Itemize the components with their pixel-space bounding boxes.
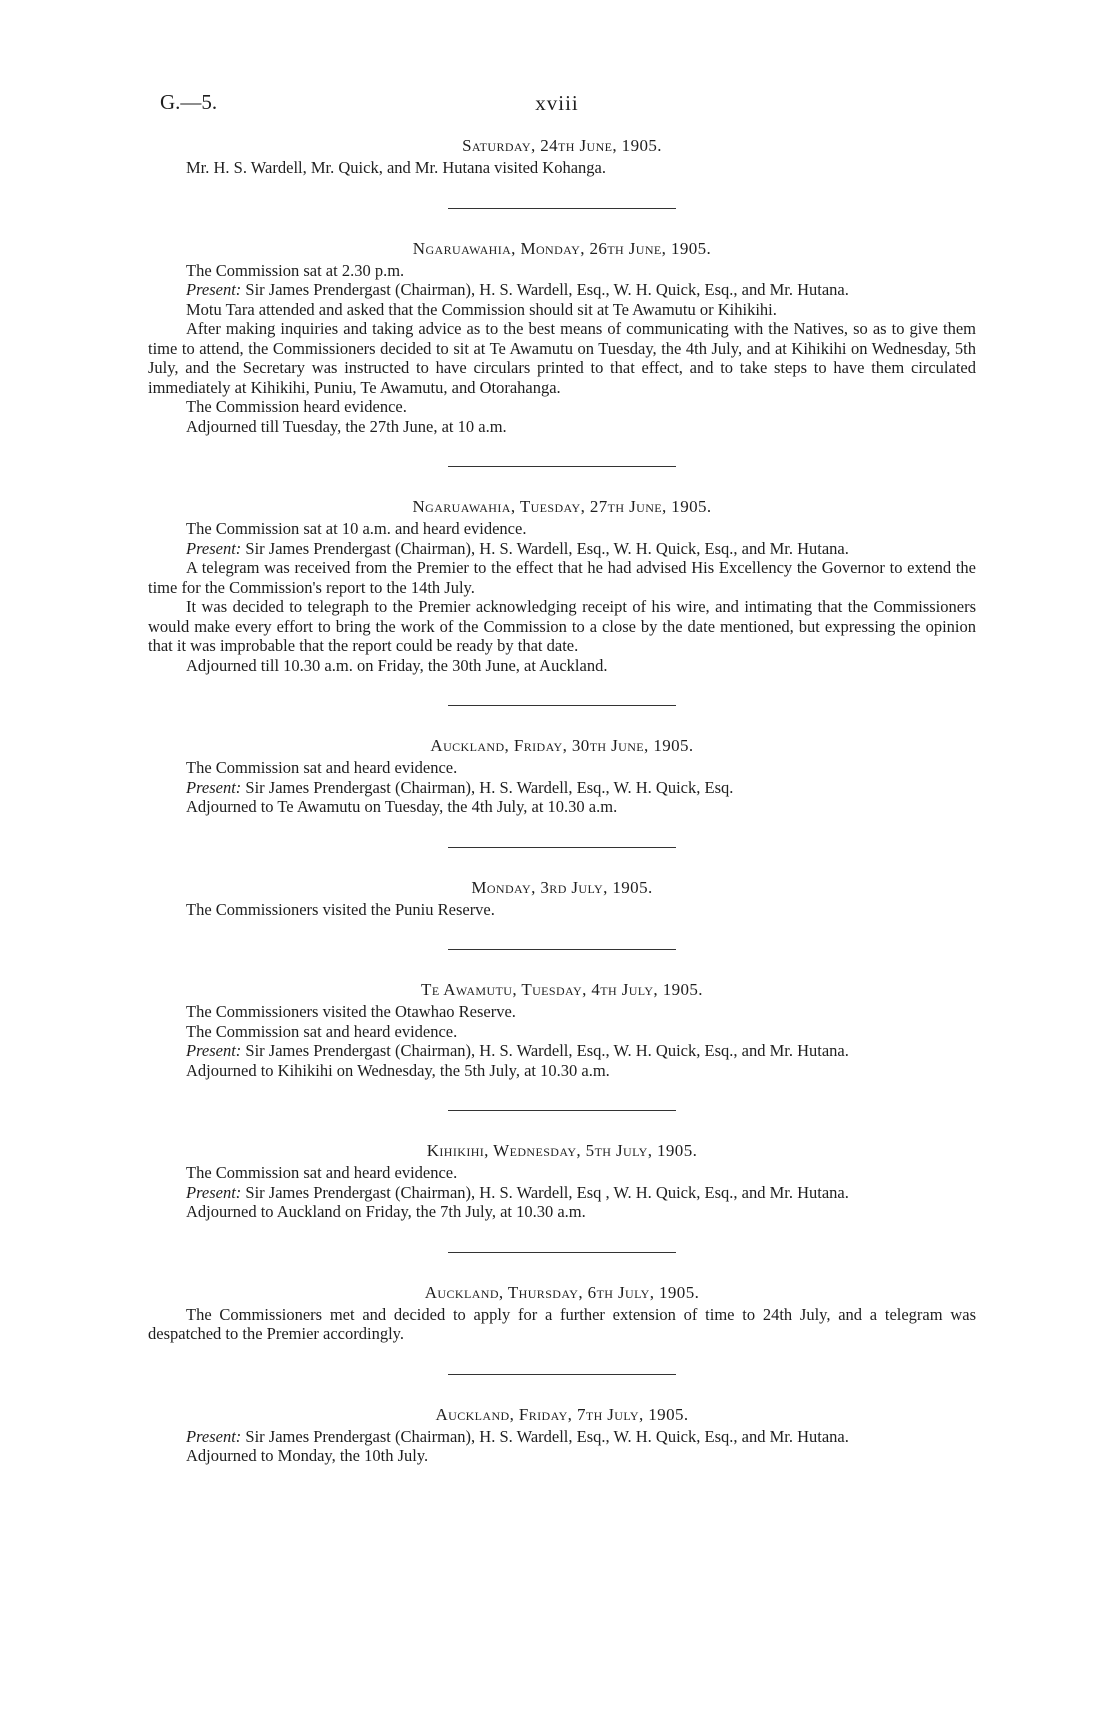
section-heading: Kihikihi, Wednesday, 5th July, 1905. — [426, 1141, 698, 1160]
minutes-paragraph — [148, 1305, 976, 1344]
paragraph-text: Mr. H. S. Wardell, Mr. Quick, and Mr. Hutana visited Kohanga. — [186, 158, 606, 177]
paragraph-text: After making inquiries and taking advice as to the best means of communicating with the Natives, so as to give them time to attend, the Commissioners decided to sit at Te Awamutu on Tuesday, the 4th July, and at Kihikihi on Wednesday, 5th July, and the Secretary was instructed to have circulars printed to that effect, and to take steps to have them circulated immediately at Kihikihi, Puniu, Te Awamutu, and Otorahanga. — [148, 319, 976, 397]
present-label: Present: — [186, 1041, 242, 1060]
paragraph-text: Sir James Prendergast (Chairman), H. S. Wardell, Esq., W. H. Quick, Esq., and Mr. Hutana. — [241, 538, 849, 558]
minutes-paragraph — [148, 758, 976, 778]
present-label: Present: — [186, 538, 242, 558]
minutes-section — [148, 980, 976, 1080]
minutes-paragraph — [148, 558, 976, 597]
section-heading: Saturday, 24th June, 1905. — [462, 136, 662, 155]
minutes-paragraph — [148, 656, 976, 676]
minutes-paragraph — [148, 797, 976, 817]
paragraph-text: The Commission heard evidence. — [186, 397, 407, 416]
paragraph-text: Motu Tara attended and asked that the Commission should sit at Te Awamutu or Kihikihi. — [186, 299, 777, 319]
minutes-paragraph — [148, 1183, 976, 1203]
minutes-paragraph — [148, 900, 976, 920]
paragraph-text: Sir James Prendergast (Chairman), H. S. Wardell, Esq., W. H. Quick, Esq., and Mr. Hutana. — [241, 1426, 849, 1446]
section-heading: Auckland, Friday, 30th June, 1905. — [430, 736, 694, 755]
paragraph-text: The Commission sat and heard evidence. — [186, 1021, 458, 1041]
minutes-paragraph — [148, 319, 976, 397]
minutes-paragraph — [148, 519, 976, 539]
minutes-paragraph — [148, 158, 976, 178]
paragraph-text: Adjourned till Tuesday, the 27th June, at 10 a.m. — [186, 416, 507, 436]
minutes-section — [148, 1141, 976, 1222]
section-heading: Ngaruawahia, Monday, 26th June, 1905. — [412, 238, 712, 258]
minutes-paragraph — [148, 597, 976, 656]
paragraph-text: The Commission sat and heard evidence. — [186, 1163, 458, 1182]
minutes-section — [148, 497, 976, 675]
minutes-paragraph — [148, 1041, 976, 1061]
minutes-paragraph — [148, 1061, 976, 1081]
paragraph-text: Sir James Prendergast (Chairman), H. S. Wardell, Esq., W. H. Quick, Esq., and Mr. Hutana. — [241, 280, 849, 299]
paragraph-text: Adjourned to Monday, the 10th July. — [186, 1446, 429, 1465]
minutes-section — [148, 239, 976, 437]
minutes-paragraph — [148, 261, 976, 281]
minutes-section — [148, 878, 976, 920]
minutes-paragraph — [148, 1427, 976, 1447]
minutes-paragraph — [148, 417, 976, 437]
paragraph-text: Adjourned to Te Awamutu on Tuesday, the 4th July, at 10.30 a.m. — [186, 797, 618, 816]
paragraph-text: The Commission sat at 10 a.m. and heard evidence. — [186, 519, 527, 538]
minutes-paragraph — [148, 1202, 976, 1222]
paragraph-text: The Commissioners met and decided to apply for a further extension of time to 24th July, and a telegram was despatched to the Premier accordingly. — [148, 1304, 976, 1343]
present-label: Present: — [186, 777, 242, 797]
page-number: xviii — [535, 91, 579, 115]
minutes-paragraph — [148, 778, 976, 798]
minutes-paragraph — [148, 280, 976, 300]
section-heading: Auckland, Thursday, 6th July, 1905. — [424, 1282, 700, 1302]
present-label: Present: — [186, 1182, 242, 1202]
paragraph-text: Sir James Prendergast (Chairman), H. S. Wardell, Esq., W. H. Quick, Esq. — [241, 777, 734, 797]
paragraph-text: The Commissioners visited the Puniu Reserve. — [186, 899, 495, 919]
paragraph-text: Sir James Prendergast (Chairman), H. S. Wardell, Esq , W. H. Quick, Esq., and Mr. Hutana. — [241, 1182, 849, 1202]
section-heading: Ngaruawahia, Tuesday, 27th June, 1905. — [412, 497, 712, 516]
paragraph-text: The Commission sat at 2.30 p.m. — [186, 260, 405, 280]
paragraph-text: Adjourned till 10.30 a.m. on Friday, the 30th June, at Auckland. — [186, 655, 608, 675]
minutes-body — [148, 136, 976, 1466]
minutes-section — [148, 1405, 976, 1466]
minutes-paragraph — [148, 1002, 976, 1022]
paragraph-text: It was decided to telegraph to the Premier acknowledging receipt of his wire, and intimating that the Commissioners would make every effort to bring the work of the Commission to a close by the date mentioned, but expressing the opinion that it was improbable that the report could be ready by that date. — [148, 597, 976, 655]
paragraph-text: Adjourned to Auckland on Friday, the 7th July, at 10.30 a.m. — [186, 1202, 586, 1221]
page-reference: G.—5. — [160, 90, 218, 114]
paragraph-text: A telegram was received from the Premier to the effect that he had advised His Excellency the Governor to extend the time for the Commission's report to the 14th July. — [148, 558, 976, 597]
section-heading: Monday, 3rd July, 1905. — [471, 877, 653, 897]
minutes-section — [148, 136, 976, 178]
section-heading: Auckland, Friday, 7th July, 1905. — [435, 1404, 689, 1424]
paragraph-text: Sir James Prendergast (Chairman), H. S. Wardell, Esq., W. H. Quick, Esq., and Mr. Hutana. — [241, 1041, 849, 1060]
paragraph-text: The Commission sat and heard evidence. — [186, 758, 458, 777]
present-label: Present: — [186, 280, 242, 299]
minutes-paragraph — [148, 1446, 976, 1466]
minutes-section — [148, 736, 976, 817]
section-heading: Te Awamutu, Tuesday, 4th July, 1905. — [421, 980, 703, 999]
minutes-paragraph — [148, 1163, 976, 1183]
minutes-section — [148, 1283, 976, 1344]
minutes-paragraph — [148, 300, 976, 320]
minutes-paragraph — [148, 1022, 976, 1042]
minutes-paragraph — [148, 539, 976, 559]
present-label: Present: — [186, 1426, 242, 1446]
paragraph-text: The Commissioners visited the Otawhao Reserve. — [186, 1002, 516, 1021]
minutes-paragraph — [148, 397, 976, 417]
paragraph-text: Adjourned to Kihikihi on Wednesday, the 5th July, at 10.30 a.m. — [186, 1060, 610, 1080]
